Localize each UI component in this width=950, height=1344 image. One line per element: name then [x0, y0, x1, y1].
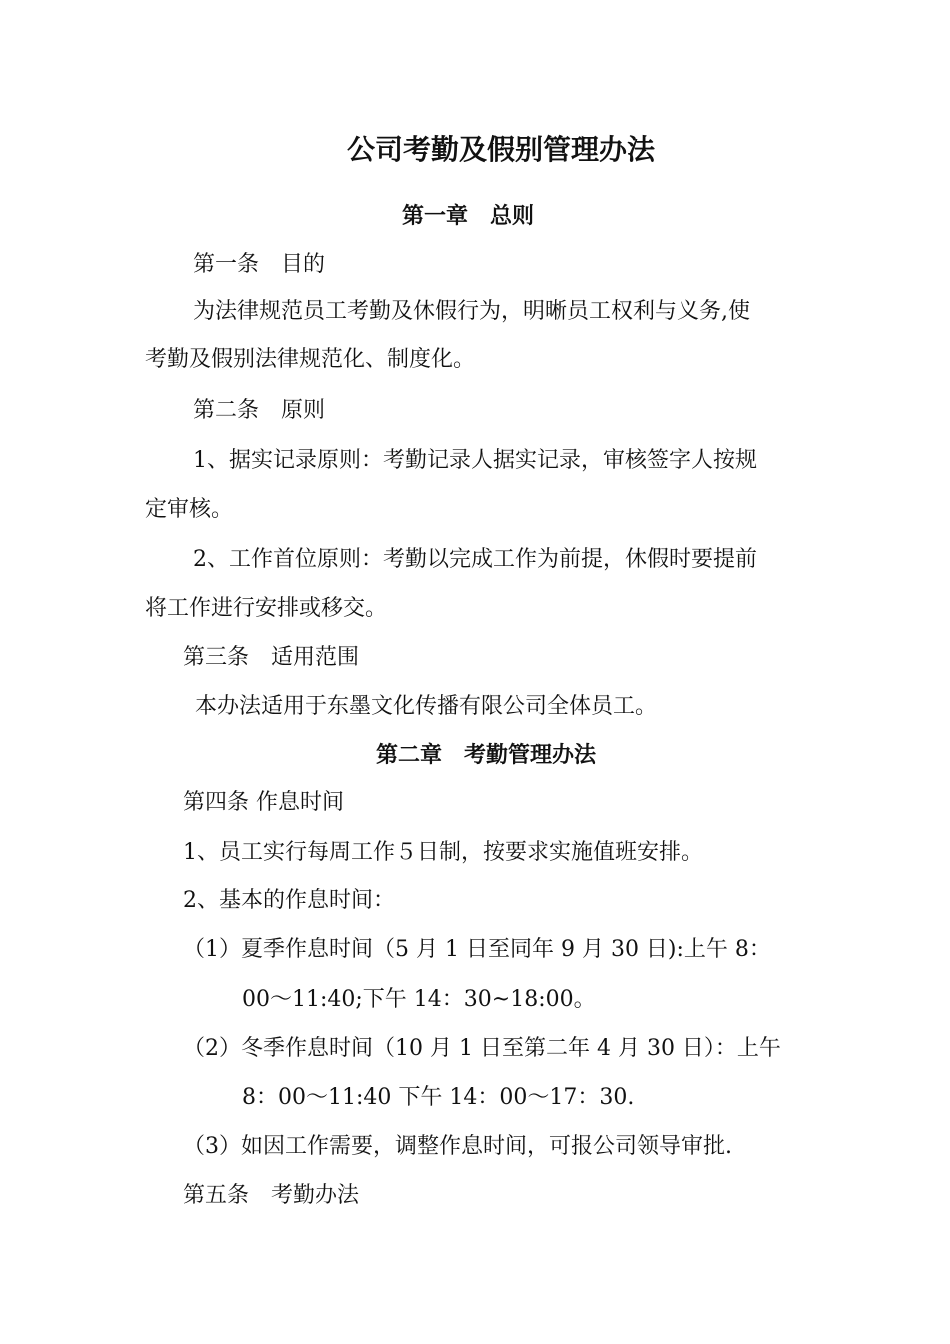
schedule-adjustment-line: （3）如因工作需要，调整作息时间，可报公司领导审批.: [183, 1134, 732, 1159]
article-2-item-1-line-1: 1、据实记录原则：考勤记录人据实记录，审核签字人按规: [193, 448, 757, 473]
schedule-summary-line-1: （1）夏季作息时间（5 月 1 日至同年 9 月 30 日):上午 8：: [183, 937, 771, 962]
article-2-heading: 第二条 原则: [193, 398, 326, 423]
article-2-item-2-line-1: 2、工作首位原则：考勤以完成工作为前提，休假时要提前: [193, 547, 757, 572]
article-1-text-line-2: 考勤及假别法律规范化、制度化。: [145, 347, 476, 372]
article-2-item-2-line-2: 将工作进行安排或移交。: [145, 596, 388, 621]
chapter-1-heading: 第一章 总则: [402, 203, 535, 229]
schedule-winter-line-2: 8：00～11:40 下午 14：00～17：30.: [242, 1085, 635, 1110]
schedule-summary-line-2: 00～11:40;下午 14：30~18:00。: [242, 987, 596, 1012]
article-2-item-1-line-2: 定审核。: [145, 497, 234, 522]
article-5-heading: 第五条 考勤办法: [183, 1183, 360, 1208]
schedule-winter-line-1: （2）冬季作息时间（10 月 1 日至第二年 4 月 30 日）：上午: [183, 1036, 781, 1061]
article-4-item-2: 2、基本的作息时间：: [183, 888, 395, 913]
article-1-text-line-1: 为法律规范员工考勤及休假行为，明晰员工权利与义务,使: [193, 299, 750, 324]
article-1-heading: 第一条 目的: [193, 252, 326, 277]
article-3-heading: 第三条 适用范围: [183, 645, 360, 670]
article-4-heading: 第四条 作息时间: [183, 790, 344, 815]
article-4-item-1: 1、员工实行每周工作５日制，按要求实施值班安排。: [183, 840, 703, 865]
chapter-2-heading: 第二章 考勤管理办法: [376, 742, 597, 768]
document-title: 公司考勤及假别管理办法: [346, 133, 655, 166]
article-3-text: 本办法适用于东墨文化传播有限公司全体员工。: [195, 694, 658, 719]
